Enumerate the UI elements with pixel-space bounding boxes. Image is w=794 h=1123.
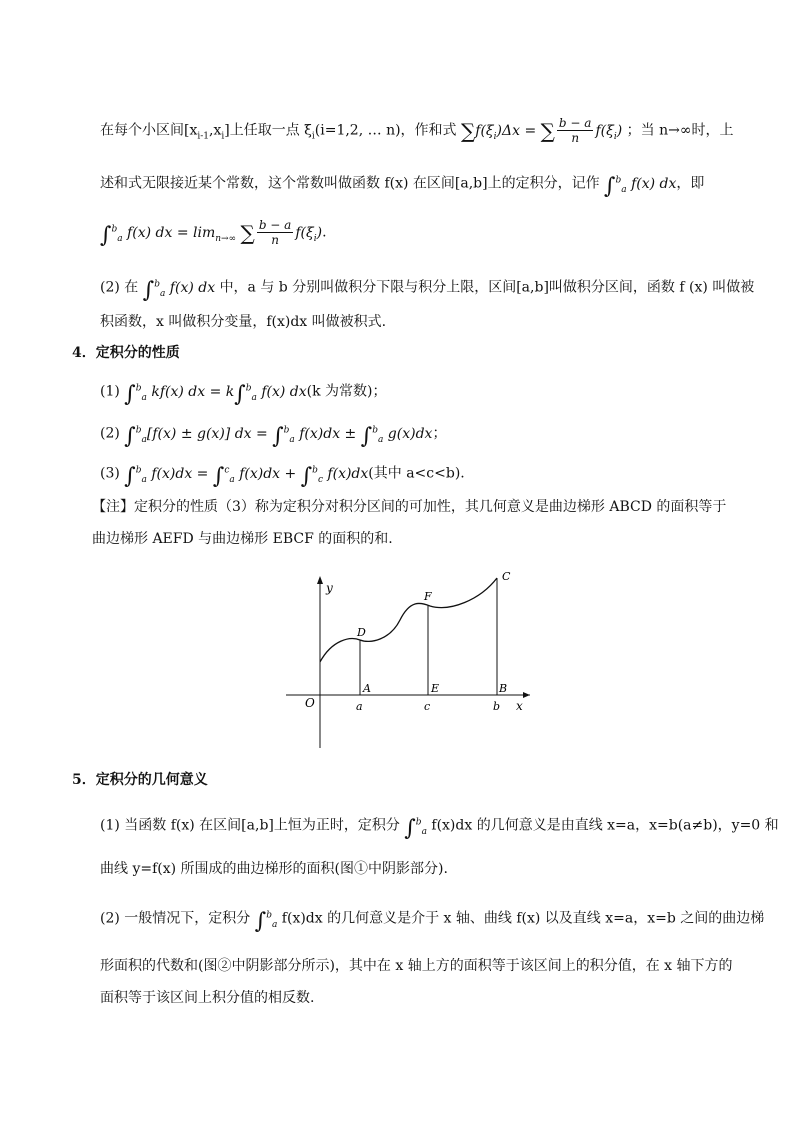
- curved-trapezoid-figure: [280, 570, 540, 760]
- text: (k 为常数)；: [306, 383, 387, 400]
- text: 在每个小区间[x: [100, 122, 198, 139]
- section5-p2-line3: 面积等于该区间上积分值的相反数.: [100, 990, 315, 1006]
- text: 积函数，x 叫做积分变量，f(x)dx 叫做被积式.: [100, 314, 387, 330]
- formula: ∫$^b_a$ f(x)dx = ∫$^c_a$ f(x)dx + ∫$^b_c$ f(x)dx: [124, 463, 369, 489]
- riemann-sum-formula: $\sum f(\xi_i)\Delta x$ = ∑ $\frac{b - a}{n}$ $f(\xi_i)$: [461, 116, 623, 145]
- text: 述和式无限接近某个常数，这个常数叫做函数 f(x) 在区间[a,b]上的定积分，记作: [100, 175, 600, 192]
- label-b: b: [493, 700, 501, 713]
- text: ，即: [676, 175, 705, 192]
- property-3: [100, 460, 720, 489]
- curve: [320, 578, 497, 662]
- section5-p2-line1: [100, 905, 765, 934]
- section5-p1-line2: 曲线 y=f(x) 所围成的曲边梯形的面积(图①中阴影部分).: [100, 861, 448, 877]
- label-A: A: [363, 682, 371, 695]
- label-D: D: [357, 626, 366, 639]
- text: 中，a 与 b 分别叫做积分下限与积分上限，区间[a,b]叫做积分区间，函数 f (x) 叫做被: [219, 279, 755, 296]
- subscript: i: [221, 131, 225, 142]
- text: (1) 当函数 f(x) 在区间[a,b]上恒为正时，定积分: [100, 817, 400, 834]
- text: (2) 一般情况下，定积分: [100, 910, 251, 927]
- text: ]上任取一点 ξ: [224, 122, 312, 139]
- para2-line2: [100, 312, 720, 332]
- text: ,x: [209, 122, 222, 139]
- label-x: x: [516, 699, 523, 713]
- text: (i=1,2, … n)，作和式: [314, 122, 457, 139]
- text: (其中 a<c<b).: [368, 465, 465, 482]
- label: (2): [100, 425, 120, 442]
- integral-notation: ∫$^b_a$ f(x) dx: [142, 277, 216, 303]
- label-a: a: [356, 700, 363, 713]
- integral-notation: ∫$^b_a$ f(x) dx: [604, 173, 677, 199]
- definite-integral-definition: ∫$^b_a$ f(x) dx = $\lim_{n\to\infty}$ ∑ $\frac{b - a}{n}$ $f(\xi_i)$: [100, 218, 323, 248]
- label: (3): [100, 465, 120, 482]
- label-E: E: [431, 682, 440, 695]
- subscript: i: [311, 131, 315, 142]
- x-axis-arrow: [523, 692, 530, 698]
- text: f(x)dx 的几何意义是介于 x 轴、曲线 f(x) 以及直线 x=a，x=b 之间的曲边梯: [281, 910, 765, 927]
- label-C: C: [502, 570, 511, 583]
- text: (2) 在: [100, 279, 139, 296]
- label-B: B: [499, 682, 508, 695]
- subscript: i-1: [197, 131, 210, 142]
- formula: ∫$^b_a$ kf(x) dx = k∫$^b_a$ f(x) dx: [124, 381, 307, 407]
- text: .: [322, 224, 327, 241]
- formula: ∫$^b_a$[f(x) ± g(x)] dx = ∫$^b_a$ f(x)dx ± ∫$^b_a$ g(x)dx: [124, 423, 433, 449]
- label-O: O: [305, 696, 315, 710]
- para1-line1: [100, 116, 734, 146]
- para2-line1: [100, 274, 755, 303]
- para1-line2: [100, 170, 720, 199]
- label-y: y: [326, 581, 333, 595]
- note-line2: 曲边梯形 AEFD 与曲边梯形 EBCF 的面积的和.: [92, 531, 393, 547]
- section5-p1-line1: [100, 812, 779, 841]
- label: (1): [100, 383, 120, 400]
- label-c: c: [424, 700, 431, 713]
- text: ；当 n→∞时，上: [626, 122, 734, 139]
- section5-heading: 5．定积分的几何意义: [72, 772, 208, 788]
- y-axis-arrow: [317, 576, 323, 584]
- integral-sign: ∫$^b_a$: [254, 908, 278, 934]
- para1-line3: [100, 218, 720, 248]
- section5-p2-line2: 形面积的代数和(图②中阴影部分所示)，其中在 x 轴上方的面积等于该区间上的积分值，在 x 轴下方的: [100, 958, 733, 974]
- section4-heading: 4．定积分的性质: [72, 345, 180, 361]
- note-line1: 【注】定积分的性质（3）称为定积分对积分区间的可加性，其几何意义是曲边梯形 ABCD 的面积等于: [92, 499, 727, 515]
- property-2: [100, 420, 720, 449]
- label-F: F: [424, 590, 432, 603]
- text: f(x)dx 的几何意义是由直线 x=a，x=b(a≠b)，y=0 和: [431, 817, 779, 834]
- property-1: [100, 378, 720, 407]
- text: ；: [432, 425, 447, 442]
- integral-sign: ∫$^b_a$: [404, 815, 427, 841]
